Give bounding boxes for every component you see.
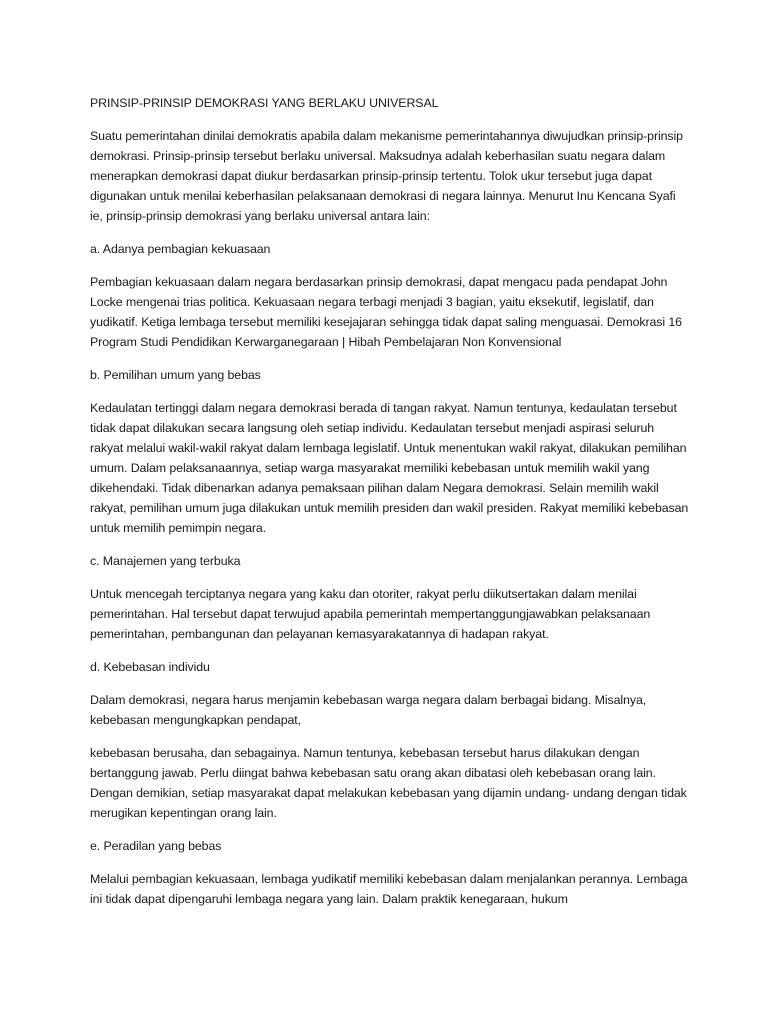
section-heading-e: e. Peradilan yang bebas [90,839,222,853]
section-heading-d: d. Kebebasan individu [90,660,210,674]
section-e-paragraph: Melalui pembagian kekuasaan, lembaga yudikatif memiliki kebebasan dalam menjalankan perannya. Lembaga ini tidak dapat dipengaruhi lembaga negara yang lain. Dalam praktik kenegaraan, hukum [90,872,688,906]
section-a-paragraph: Pembagian kekuasaan dalam negara berdasarkan prinsip demokrasi, dapat mengacu pada pendapat John Locke mengenai trias politica. Kekuasaan negara terbagi menjadi 3 bagian, yaitu eksekutif, legislatif, dan yudikatif. Ketiga lembaga tersebut memiliki kesejajaran sehingga tidak dapat saling menguasai. Demokrasi 16 Program Studi Pendidikan Kerwarganegaraan | Hibah Pembelajaran Non Konvensional [90,275,682,349]
section-heading-c: c. Manajemen yang terbuka [90,554,241,568]
section-d-paragraph-1: Dalam demokrasi, negara harus menjamin kebebasan warga negara dalam berbagai bidang. Misalnya, kebebasan mengungkapkan pendapat, [90,693,647,727]
section-heading-a: a. Adanya pembagian kekuasaan [90,242,271,256]
document-title: PRINSIP-PRINSIP DEMOKRASI YANG BERLAKU UNIVERSAL [90,96,439,110]
section-c-paragraph: Untuk mencegah terciptanya negara yang kaku dan otoriter, rakyat perlu diikutsertakan dalam menilai pemerintahan. Hal tersebut dapat terwujud apabila pemerintah mempertanggungjawabkan pelaksanaan pemerintahan, pembangunan dan pelayanan kemasyarakatannya di hadapan rakyat. [90,587,651,641]
document-body [90,93,690,922]
section-b-paragraph: Kedaulatan tertinggi dalam negara demokrasi berada di tangan rakyat. Namun tentunya, kedaulatan tersebut tidak dapat dilakukan secara langsung oleh setiap individu. Kedaulatan tersebut menjadi aspirasi seluruh rakyat melalui wakil-wakil rakyat dalam lembaga legislatif. Untuk menentukan wakil rakyat, dilakukan pemilihan umum. Dalam pelaksanaannya, setiap warga masyarakat memiliki kebebasan untuk memilih wakil yang dikehendaki. Tidak dibenarkan adanya pemaksaan pilihan dalam Negara demokrasi. Selain memilih wakil rakyat, pemilihan umum juga dilakukan untuk memilih presiden dan wakil presiden. Rakyat memiliki kebebasan untuk memilih pemimpin negara. [90,401,689,535]
intro-paragraph: Suatu pemerintahan dinilai demokratis apabila dalam mekanisme pemerintahannya diwujudkan prinsip-prinsip demokrasi. Prinsip-prinsip tersebut berlaku universal. Maksudnya adalah keberhasilan suatu negara dalam menerapkan demokrasi dapat diukur berdasarkan prinsip-prinsip tertentu. Tolok ukur tersebut juga dapat digunakan untuk menilai keberhasilan pelaksanaan demokrasi di negara lainnya. Menurut Inu Kencana Syafi ie, prinsip-prinsip demokrasi yang berlaku universal antara lain: [90,129,683,223]
section-d-paragraph-2: kebebasan berusaha, dan sebagainya. Namun tentunya, kebebasan tersebut harus dilakukan dengan bertanggung jawab. Perlu diingat bahwa kebebasan satu orang akan dibatasi oleh kebebasan orang lain. Dengan demikian, setiap masyarakat dapat melakukan kebebasan yang dijamin undang- undang dengan tidak merugikan kepentingan orang lain. [90,746,687,820]
section-heading-b: b. Pemilihan umum yang bebas [90,368,261,382]
